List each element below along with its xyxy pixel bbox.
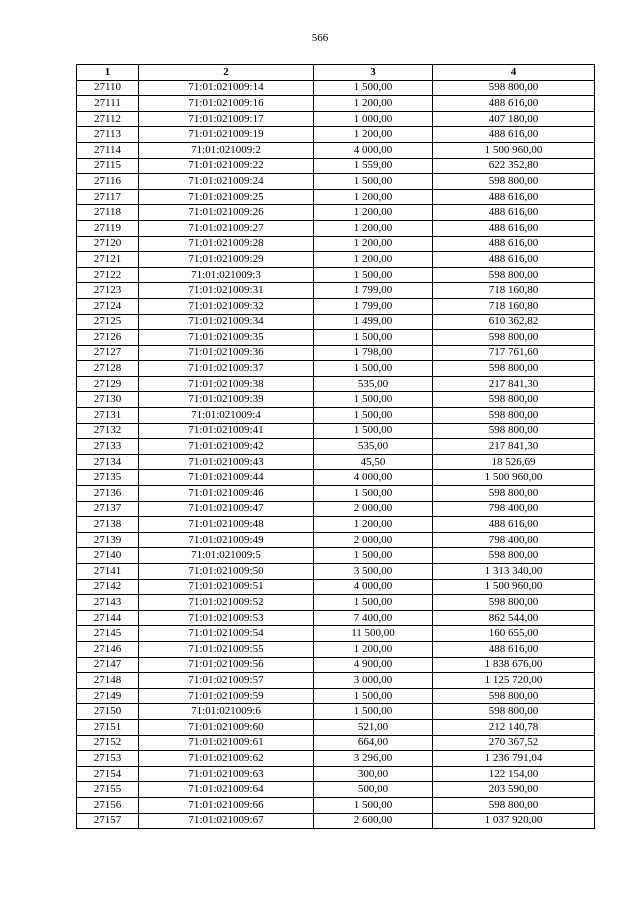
table-row bbox=[77, 532, 595, 548]
table-row bbox=[77, 80, 595, 96]
table-cell: 4 000,00 bbox=[314, 579, 433, 595]
table-cell: 27130 bbox=[77, 392, 139, 408]
table-cell: 1 838 676,00 bbox=[433, 657, 595, 673]
table-cell: 71:01:021009:3 bbox=[139, 267, 314, 283]
table-cell: 27148 bbox=[77, 673, 139, 689]
table-cell: 598 800,00 bbox=[433, 174, 595, 190]
cadastral-table bbox=[76, 64, 595, 829]
column-header: 4 bbox=[433, 65, 595, 81]
table-cell: 1 500,00 bbox=[314, 704, 433, 720]
table-cell: 300,00 bbox=[314, 766, 433, 782]
table-row bbox=[77, 735, 595, 751]
table-cell: 598 800,00 bbox=[433, 330, 595, 346]
table-row bbox=[77, 314, 595, 330]
table-cell: 1 200,00 bbox=[314, 205, 433, 221]
table-cell: 27141 bbox=[77, 564, 139, 580]
table-cell: 71:01:021009:16 bbox=[139, 96, 314, 112]
table-cell: 27143 bbox=[77, 595, 139, 611]
table-row bbox=[77, 548, 595, 564]
table-cell: 27117 bbox=[77, 189, 139, 205]
table-cell: 27120 bbox=[77, 236, 139, 252]
table-row bbox=[77, 376, 595, 392]
table-cell: 71:01:021009:47 bbox=[139, 501, 314, 517]
table-row bbox=[77, 626, 595, 642]
table-row bbox=[77, 782, 595, 798]
table-row bbox=[77, 766, 595, 782]
table-cell: 1 500,00 bbox=[314, 423, 433, 439]
table-cell: 1 500,00 bbox=[314, 408, 433, 424]
table-cell: 598 800,00 bbox=[433, 486, 595, 502]
table-cell: 71:01:021009:52 bbox=[139, 595, 314, 611]
table-cell: 521,00 bbox=[314, 719, 433, 735]
table-row bbox=[77, 751, 595, 767]
table-cell: 1 798,00 bbox=[314, 345, 433, 361]
table-cell: 1 500,00 bbox=[314, 174, 433, 190]
table-cell: 598 800,00 bbox=[433, 408, 595, 424]
table-cell: 71:01:021009:26 bbox=[139, 205, 314, 221]
table-cell: 71:01:021009:64 bbox=[139, 782, 314, 798]
table-cell: 27155 bbox=[77, 782, 139, 798]
table-cell: 1 500,00 bbox=[314, 595, 433, 611]
table-cell: 71:01:021009:57 bbox=[139, 673, 314, 689]
table-cell: 27157 bbox=[77, 813, 139, 829]
table-cell: 27156 bbox=[77, 797, 139, 813]
table-row bbox=[77, 439, 595, 455]
table-cell: 71:01:021009:4 bbox=[139, 408, 314, 424]
table-row bbox=[77, 267, 595, 283]
table-cell: 1 500,00 bbox=[314, 361, 433, 377]
table-cell: 27129 bbox=[77, 376, 139, 392]
table-cell: 4 000,00 bbox=[314, 470, 433, 486]
table-cell: 212 140,78 bbox=[433, 719, 595, 735]
table-row bbox=[77, 641, 595, 657]
table-cell: 71:01:021009:48 bbox=[139, 517, 314, 533]
table-cell: 1 236 791,04 bbox=[433, 751, 595, 767]
table-cell: 27112 bbox=[77, 111, 139, 127]
column-header: 3 bbox=[314, 65, 433, 81]
table-cell: 27147 bbox=[77, 657, 139, 673]
table-cell: 1 500,00 bbox=[314, 486, 433, 502]
table-cell: 2 000,00 bbox=[314, 532, 433, 548]
table-cell: 1 799,00 bbox=[314, 298, 433, 314]
table-row bbox=[77, 361, 595, 377]
table-cell: 535,00 bbox=[314, 439, 433, 455]
table-row bbox=[77, 454, 595, 470]
table-cell: 27135 bbox=[77, 470, 139, 486]
table-cell: 598 800,00 bbox=[433, 392, 595, 408]
table-cell: 598 800,00 bbox=[433, 548, 595, 564]
table-cell: 71:01:021009:61 bbox=[139, 735, 314, 751]
table-cell: 71:01:021009:43 bbox=[139, 454, 314, 470]
table-cell: 1 499,00 bbox=[314, 314, 433, 330]
table-cell: 27118 bbox=[77, 205, 139, 221]
table-cell: 27150 bbox=[77, 704, 139, 720]
table-cell: 45,50 bbox=[314, 454, 433, 470]
table-cell: 718 160,80 bbox=[433, 283, 595, 299]
table-cell: 27113 bbox=[77, 127, 139, 143]
table-row bbox=[77, 220, 595, 236]
table-row bbox=[77, 408, 595, 424]
table-cell: 217 841,30 bbox=[433, 376, 595, 392]
table-cell: 27126 bbox=[77, 330, 139, 346]
table-cell: 1 200,00 bbox=[314, 641, 433, 657]
table-cell: 598 800,00 bbox=[433, 361, 595, 377]
table-cell: 71:01:021009:6 bbox=[139, 704, 314, 720]
table-cell: 1 799,00 bbox=[314, 283, 433, 299]
table-cell: 3 000,00 bbox=[314, 673, 433, 689]
table-cell: 1 200,00 bbox=[314, 189, 433, 205]
table-cell: 1 500,00 bbox=[314, 392, 433, 408]
table-cell: 1 500,00 bbox=[314, 688, 433, 704]
table-cell: 71:01:021009:41 bbox=[139, 423, 314, 439]
table-cell: 27138 bbox=[77, 517, 139, 533]
table-cell: 71:01:021009:34 bbox=[139, 314, 314, 330]
table-cell: 1 200,00 bbox=[314, 220, 433, 236]
table-cell: 71:01:021009:31 bbox=[139, 283, 314, 299]
table-cell: 7 400,00 bbox=[314, 610, 433, 626]
table-cell: 71:01:021009:66 bbox=[139, 797, 314, 813]
table-cell: 27153 bbox=[77, 751, 139, 767]
table-row bbox=[77, 298, 595, 314]
table-cell: 500,00 bbox=[314, 782, 433, 798]
page-number: 566 bbox=[311, 32, 329, 44]
table-cell: 71:01:021009:22 bbox=[139, 158, 314, 174]
table-row bbox=[77, 719, 595, 735]
table-cell: 664,00 bbox=[314, 735, 433, 751]
table-cell: 1 125 720,00 bbox=[433, 673, 595, 689]
table-cell: 798 400,00 bbox=[433, 501, 595, 517]
table-cell: 27136 bbox=[77, 486, 139, 502]
table-cell: 27127 bbox=[77, 345, 139, 361]
table-cell: 27134 bbox=[77, 454, 139, 470]
table-cell: 1 500,00 bbox=[314, 797, 433, 813]
table-cell: 71:01:021009:49 bbox=[139, 532, 314, 548]
table-row bbox=[77, 579, 595, 595]
table-cell: 718 160,80 bbox=[433, 298, 595, 314]
table-row bbox=[77, 330, 595, 346]
table-cell: 27144 bbox=[77, 610, 139, 626]
table-cell: 71:01:021009:53 bbox=[139, 610, 314, 626]
table-cell: 27152 bbox=[77, 735, 139, 751]
table-cell: 27149 bbox=[77, 688, 139, 704]
table-cell: 27111 bbox=[77, 96, 139, 112]
table-cell: 71:01:021009:2 bbox=[139, 142, 314, 158]
table-row bbox=[77, 610, 595, 626]
table-row bbox=[77, 111, 595, 127]
table-cell: 1 500 960,00 bbox=[433, 579, 595, 595]
table-cell: 1 500 960,00 bbox=[433, 142, 595, 158]
table-cell: 71:01:021009:24 bbox=[139, 174, 314, 190]
table-cell: 27123 bbox=[77, 283, 139, 299]
table-cell: 27110 bbox=[77, 80, 139, 96]
table-row bbox=[77, 158, 595, 174]
table-cell: 27114 bbox=[77, 142, 139, 158]
table-cell: 71:01:021009:44 bbox=[139, 470, 314, 486]
table-cell: 27131 bbox=[77, 408, 139, 424]
table-cell: 488 616,00 bbox=[433, 189, 595, 205]
table-cell: 71:01:021009:54 bbox=[139, 626, 314, 642]
table-cell: 1 500,00 bbox=[314, 267, 433, 283]
table-cell: 71:01:021009:46 bbox=[139, 486, 314, 502]
table-cell: 11 500,00 bbox=[314, 626, 433, 642]
table-cell: 610 362,82 bbox=[433, 314, 595, 330]
table-cell: 1 313 340,00 bbox=[433, 564, 595, 580]
table-cell: 3 500,00 bbox=[314, 564, 433, 580]
table-cell: 488 616,00 bbox=[433, 641, 595, 657]
table-cell: 71:01:021009:63 bbox=[139, 766, 314, 782]
table-body bbox=[77, 80, 595, 829]
table-cell: 27115 bbox=[77, 158, 139, 174]
table-row bbox=[77, 501, 595, 517]
table-cell: 598 800,00 bbox=[433, 80, 595, 96]
table-row bbox=[77, 797, 595, 813]
table-row bbox=[77, 688, 595, 704]
table-cell: 27128 bbox=[77, 361, 139, 377]
table-row bbox=[77, 657, 595, 673]
table-cell: 27139 bbox=[77, 532, 139, 548]
table-cell: 862 544,00 bbox=[433, 610, 595, 626]
table-cell: 217 841,30 bbox=[433, 439, 595, 455]
table-cell: 71:01:021009:60 bbox=[139, 719, 314, 735]
table-cell: 488 616,00 bbox=[433, 96, 595, 112]
table-cell: 71:01:021009:67 bbox=[139, 813, 314, 829]
table-cell: 488 616,00 bbox=[433, 220, 595, 236]
table-cell: 71:01:021009:38 bbox=[139, 376, 314, 392]
table-row bbox=[77, 813, 595, 829]
table-cell: 71:01:021009:50 bbox=[139, 564, 314, 580]
table-cell: 27116 bbox=[77, 174, 139, 190]
table-cell: 1 500,00 bbox=[314, 330, 433, 346]
table-row bbox=[77, 345, 595, 361]
table-header-row bbox=[77, 65, 595, 81]
table-cell: 71:01:021009:19 bbox=[139, 127, 314, 143]
table-cell: 488 616,00 bbox=[433, 252, 595, 268]
table-cell: 27154 bbox=[77, 766, 139, 782]
table-cell: 598 800,00 bbox=[433, 688, 595, 704]
table-cell: 27146 bbox=[77, 641, 139, 657]
table-cell: 71:01:021009:42 bbox=[139, 439, 314, 455]
table-cell: 27119 bbox=[77, 220, 139, 236]
table-cell: 71:01:021009:28 bbox=[139, 236, 314, 252]
table-cell: 18 526,69 bbox=[433, 454, 595, 470]
table-cell: 4 000,00 bbox=[314, 142, 433, 158]
table-cell: 71:01:021009:17 bbox=[139, 111, 314, 127]
table-cell: 27133 bbox=[77, 439, 139, 455]
table-cell: 71:01:021009:39 bbox=[139, 392, 314, 408]
table-cell: 1 200,00 bbox=[314, 127, 433, 143]
table-cell: 27145 bbox=[77, 626, 139, 642]
table-cell: 71:01:021009:51 bbox=[139, 579, 314, 595]
table-row bbox=[77, 283, 595, 299]
table-cell: 488 616,00 bbox=[433, 517, 595, 533]
table-row bbox=[77, 236, 595, 252]
table-row bbox=[77, 564, 595, 580]
table-cell: 1 500,00 bbox=[314, 80, 433, 96]
table-cell: 717 761,60 bbox=[433, 345, 595, 361]
table-cell: 71:01:021009:59 bbox=[139, 688, 314, 704]
table-cell: 488 616,00 bbox=[433, 236, 595, 252]
table-cell: 1 559,00 bbox=[314, 158, 433, 174]
table-cell: 71:01:021009:29 bbox=[139, 252, 314, 268]
table-cell: 122 154,00 bbox=[433, 766, 595, 782]
table-cell: 4 900,00 bbox=[314, 657, 433, 673]
table-cell: 270 367,52 bbox=[433, 735, 595, 751]
table-cell: 71:01:021009:25 bbox=[139, 189, 314, 205]
table-cell: 598 800,00 bbox=[433, 423, 595, 439]
table-cell: 27132 bbox=[77, 423, 139, 439]
table-cell: 1 500 960,00 bbox=[433, 470, 595, 486]
table-cell: 71:01:021009:14 bbox=[139, 80, 314, 96]
table-cell: 71:01:021009:32 bbox=[139, 298, 314, 314]
column-header: 1 bbox=[77, 65, 139, 81]
table-cell: 1 200,00 bbox=[314, 96, 433, 112]
table-cell: 598 800,00 bbox=[433, 595, 595, 611]
table-row bbox=[77, 142, 595, 158]
table-cell: 1 500,00 bbox=[314, 548, 433, 564]
table-cell: 535,00 bbox=[314, 376, 433, 392]
table-row bbox=[77, 470, 595, 486]
table-cell: 798 400,00 bbox=[433, 532, 595, 548]
table-cell: 71:01:021009:27 bbox=[139, 220, 314, 236]
table-row bbox=[77, 205, 595, 221]
table-row bbox=[77, 96, 595, 112]
table-cell: 1 200,00 bbox=[314, 236, 433, 252]
table-row bbox=[77, 127, 595, 143]
table-cell: 71:01:021009:56 bbox=[139, 657, 314, 673]
table-cell: 3 296,00 bbox=[314, 751, 433, 767]
table-cell: 1 000,00 bbox=[314, 111, 433, 127]
table-cell: 27122 bbox=[77, 267, 139, 283]
table-cell: 27151 bbox=[77, 719, 139, 735]
table-row bbox=[77, 189, 595, 205]
table-cell: 2 600,00 bbox=[314, 813, 433, 829]
table-cell: 27121 bbox=[77, 252, 139, 268]
table-cell: 27140 bbox=[77, 548, 139, 564]
table-cell: 598 800,00 bbox=[433, 704, 595, 720]
table-cell: 71:01:021009:37 bbox=[139, 361, 314, 377]
table-row bbox=[77, 486, 595, 502]
table-cell: 71:01:021009:36 bbox=[139, 345, 314, 361]
table-cell: 27125 bbox=[77, 314, 139, 330]
table-cell: 27142 bbox=[77, 579, 139, 595]
table-cell: 622 352,80 bbox=[433, 158, 595, 174]
table-row bbox=[77, 704, 595, 720]
table-row bbox=[77, 673, 595, 689]
table-cell: 1 037 920,00 bbox=[433, 813, 595, 829]
table-cell: 27137 bbox=[77, 501, 139, 517]
table-cell: 488 616,00 bbox=[433, 205, 595, 221]
table-cell: 1 200,00 bbox=[314, 252, 433, 268]
table-cell: 488 616,00 bbox=[433, 127, 595, 143]
table-cell: 71:01:021009:35 bbox=[139, 330, 314, 346]
table-cell: 203 590,00 bbox=[433, 782, 595, 798]
table-cell: 598 800,00 bbox=[433, 267, 595, 283]
table-cell: 27124 bbox=[77, 298, 139, 314]
table-cell: 160 655,00 bbox=[433, 626, 595, 642]
table-cell: 407 180,00 bbox=[433, 111, 595, 127]
table-row bbox=[77, 517, 595, 533]
table-row bbox=[77, 595, 595, 611]
table-cell: 71:01:021009:55 bbox=[139, 641, 314, 657]
table-row bbox=[77, 423, 595, 439]
table-cell: 598 800,00 bbox=[433, 797, 595, 813]
table-row bbox=[77, 392, 595, 408]
column-header: 2 bbox=[139, 65, 314, 81]
table-row bbox=[77, 174, 595, 190]
table-cell: 71:01:021009:62 bbox=[139, 751, 314, 767]
table-cell: 2 000,00 bbox=[314, 501, 433, 517]
table-cell: 1 200,00 bbox=[314, 517, 433, 533]
table-row bbox=[77, 252, 595, 268]
table-cell: 71:01:021009:5 bbox=[139, 548, 314, 564]
